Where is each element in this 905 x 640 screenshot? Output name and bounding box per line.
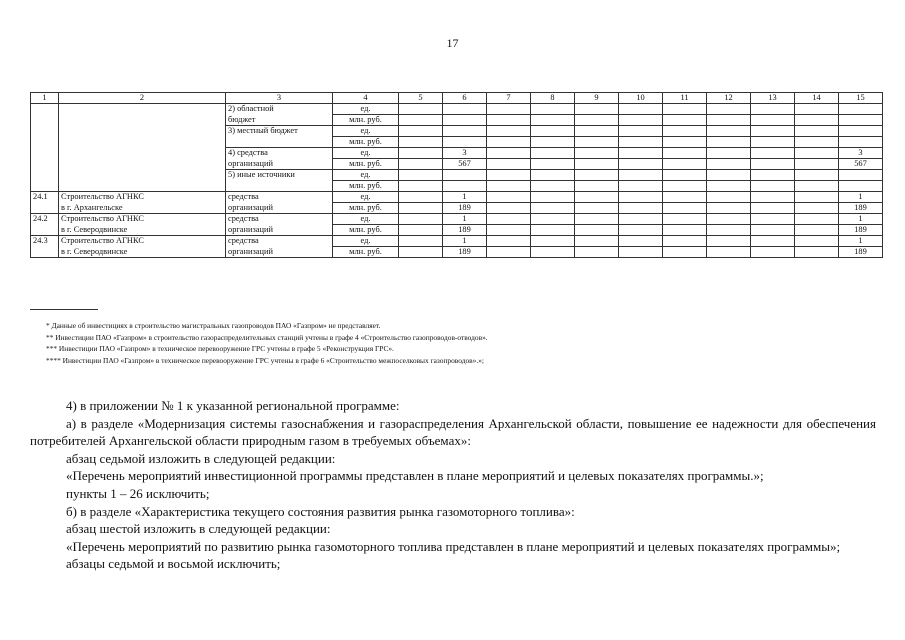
table-cell-value [707,126,751,137]
table-cell-value [751,148,795,159]
table-cell-value: 1 [443,236,487,247]
table-cell-value [487,104,531,115]
table-cell-value [399,137,443,148]
investment-table [30,92,883,258]
table-cell-name: Строительство АГНКС [59,192,226,203]
paragraph: б) в разделе «Характеристика текущего состояния развития рынка газомоторного топлива»: [66,503,575,519]
column-header: 3 [226,93,333,104]
column-header: 4 [333,93,399,104]
table-cell-value [399,126,443,137]
table-cell-number: 24.2 [31,214,59,236]
column-header: 11 [663,93,707,104]
table-cell-value: 1 [839,214,883,225]
paragraph: «Перечень мероприятий инвестиционной программы представлен в плане мероприятий и целевых показателях программы.»; [66,468,764,484]
table-row [31,225,883,236]
paragraph: 4) в приложении № 1 к указанной региональной программе: [66,398,400,413]
table-cell-value: 567 [443,159,487,170]
table-cell-value [619,192,663,203]
table-cell-value [399,225,443,236]
table-cell-value [663,137,707,148]
table-cell-value [751,203,795,214]
column-header: 2 [59,93,226,104]
table-cell-value [751,137,795,148]
table-cell-value [663,126,707,137]
table-cell-value [839,126,883,137]
column-header: 1 [31,93,59,104]
table-cell-value [399,159,443,170]
table-cell-source: организаций [226,247,333,258]
table-cell-value [531,148,575,159]
table-cell-value [399,148,443,159]
table-cell-value [575,170,619,181]
table-cell-value [795,181,839,192]
table-cell-unit: ед. [333,126,399,137]
table-cell-value [487,214,531,225]
table-row [31,236,883,247]
table-cell-value [399,192,443,203]
table-cell-source: средства [226,214,333,225]
table-cell-value [707,181,751,192]
table-cell-value [399,181,443,192]
table-cell-value: 1 [839,236,883,247]
page-number: 17 [446,36,459,50]
table-cell-value [575,159,619,170]
table-cell-value [619,115,663,126]
table-cell-value [531,115,575,126]
table-row [31,203,883,214]
table-cell-value: 1 [839,192,883,203]
table-cell-value [795,236,839,247]
table-cell-value [487,115,531,126]
table-cell-value [795,225,839,236]
table-cell-value [795,192,839,203]
table-cell-source: 3) местный бюджет [226,126,333,137]
table-cell-value [619,203,663,214]
table-cell-value [707,203,751,214]
table-cell-value [619,104,663,115]
table-cell-value [443,181,487,192]
table-cell-unit: млн. руб. [333,181,399,192]
table-cell-value [575,137,619,148]
table-cell-unit: млн. руб. [333,115,399,126]
table-cell-value: 1 [443,214,487,225]
table-row [31,104,883,115]
table-cell-value: 189 [443,225,487,236]
table-cell-value [839,181,883,192]
table-cell-value [707,225,751,236]
table-cell-value [531,203,575,214]
table-cell-value [839,170,883,181]
table-cell-value [619,170,663,181]
table-cell-value [707,148,751,159]
table-cell-value [443,137,487,148]
table-cell-value [619,148,663,159]
table-cell-value [399,170,443,181]
table-cell-value [487,203,531,214]
table-cell-value [575,225,619,236]
table-cell-value: 1 [443,192,487,203]
table-cell-value [663,236,707,247]
table-cell-source: организаций [226,225,333,236]
table-cell-value [795,104,839,115]
table-cell-number [31,104,59,192]
table-row [31,192,883,203]
table-cell-value [575,104,619,115]
table-cell-value [619,214,663,225]
table-cell-name: в г. Архангельске [59,203,226,214]
table-cell-value [751,181,795,192]
table-cell-source: организаций [226,159,333,170]
table-cell-value [531,225,575,236]
table-cell-value [619,236,663,247]
table-cell-value [619,137,663,148]
table-cell-source: 2) областной [226,104,333,115]
table-cell-value [707,236,751,247]
table-cell-value [663,225,707,236]
footnotes [46,320,876,366]
table-cell-value [531,126,575,137]
table-cell-value [839,137,883,148]
table-cell-value [795,170,839,181]
table-cell-source: 4) средства [226,148,333,159]
table-cell-value: 189 [839,203,883,214]
table-cell-value [575,214,619,225]
footnote: *** Инвестиции ПАО «Газпром» в техническое перевооружение ГРС учтены в графе 5 «Реконструкция ГРС». [46,344,394,354]
table-cell-value [399,214,443,225]
table-cell-unit: млн. руб. [333,225,399,236]
column-header: 15 [839,93,883,104]
table-cell-unit: ед. [333,236,399,247]
table-cell-value [795,137,839,148]
table-cell-value [443,170,487,181]
table-cell-value [795,115,839,126]
table-cell-value [751,192,795,203]
table-cell-value [663,148,707,159]
table-cell-value [663,214,707,225]
table-cell-value [531,137,575,148]
column-header: 12 [707,93,751,104]
table-cell-value [531,159,575,170]
table-cell-value [399,236,443,247]
table-cell-value [575,115,619,126]
table-cell-value [531,192,575,203]
table-cell-value [839,115,883,126]
paragraph: абзацы седьмой и восьмой исключить; [66,556,281,572]
table-cell-value [663,247,707,258]
table-cell-value [663,104,707,115]
column-header: 8 [531,93,575,104]
table-cell-value: 3 [839,148,883,159]
table-cell-name: в г. Северодвинске [59,247,226,258]
table-cell-value [663,192,707,203]
footnote: * Данные об инвестициях в строительство магистральных газопроводов ПАО «Газпром» не представляет. [46,321,381,330]
paragraph: а) в разделе «Модернизация системы газоснабжения и газораспределения Архангельской области, повышение ее надежности для обеспечения потребителей Архангельской области природным газом в требуемых объемах»: [30,415,876,449]
table-cell-name: Строительство АГНКС [59,236,226,247]
table-cell-number: 24.3 [31,236,59,258]
table-cell-unit: млн. руб. [333,137,399,148]
table-cell-value: 567 [839,159,883,170]
table-cell-unit: ед. [333,192,399,203]
column-header: 5 [399,93,443,104]
table-cell-value [531,170,575,181]
table-cell-value [399,203,443,214]
table-cell-value [795,159,839,170]
table-cell-value: 189 [443,203,487,214]
table-cell-value [487,225,531,236]
footnote-divider [30,309,98,310]
table-cell-value [487,148,531,159]
table-cell-value [751,104,795,115]
table-cell-value [707,104,751,115]
table-cell-value [795,203,839,214]
table-cell-value [575,247,619,258]
paragraph: пункты 1 – 26 исключить; [66,485,210,501]
table-cell-value [751,236,795,247]
table-cell-unit: ед. [333,148,399,159]
table-cell-value [399,115,443,126]
table-cell-value [707,115,751,126]
table-row [31,247,883,258]
table-cell-value [487,247,531,258]
table-cell-unit: млн. руб. [333,203,399,214]
column-header: 13 [751,93,795,104]
column-header: 7 [487,93,531,104]
table-cell-value [619,225,663,236]
table-cell-value [487,126,531,137]
table-cell-value [575,203,619,214]
table-cell-value [707,170,751,181]
table-cell-unit: ед. [333,104,399,115]
table-cell-value [795,247,839,258]
table-cell-source: бюджет [226,115,333,126]
table-cell-value [443,115,487,126]
column-header: 14 [795,93,839,104]
table-cell-value [663,115,707,126]
table-cell-value [575,181,619,192]
table-cell-value [443,104,487,115]
table-cell-value [399,247,443,258]
table-cell-value [531,214,575,225]
table-cell-value [663,170,707,181]
table-cell-value [487,170,531,181]
table-cell-value [531,181,575,192]
table-cell-value [531,236,575,247]
table-cell-unit: млн. руб. [333,159,399,170]
column-header: 10 [619,93,663,104]
table-cell-value [707,159,751,170]
table-cell-value [751,170,795,181]
table-cell-value [663,159,707,170]
table-cell-value: 189 [839,247,883,258]
table-cell-value [531,104,575,115]
table-cell-source [226,181,333,192]
paragraph: «Перечень мероприятий по развитию рынка газомоторного топлива представлен в плане мероприятий и целевых показателях программы»; [66,538,841,554]
table-row [31,214,883,225]
footnote: **** Инвестиции ПАО «Газпром» в техническое перевооружение ГРС учтены в графе 6 «Строительство межпоселковых газопроводов».»; [46,355,484,365]
table-cell-value [707,192,751,203]
table-cell-value [663,203,707,214]
table-cell-source: организаций [226,203,333,214]
table-header-row [31,93,883,104]
table-cell-value [795,126,839,137]
table-cell-value [575,192,619,203]
table-cell-value [707,214,751,225]
table-cell-unit: млн. руб. [333,247,399,258]
table-cell-source: 5) иные источники [226,170,333,181]
table-cell-value [663,181,707,192]
table-cell-value [751,115,795,126]
table-cell-value [751,214,795,225]
document-body [30,397,876,573]
table-cell-source: средства [226,236,333,247]
table-cell-unit: ед. [333,170,399,181]
table-cell-value [619,181,663,192]
table-cell-value [839,104,883,115]
table-cell-value [531,247,575,258]
paragraph: абзац седьмой изложить в следующей редакции: [66,450,336,466]
table-cell-value [619,126,663,137]
table-cell-source [226,137,333,148]
table-cell-name: Строительство АГНКС [59,214,226,225]
column-header: 6 [443,93,487,104]
column-header: 9 [575,93,619,104]
table-cell-value [619,247,663,258]
table-cell-value [795,214,839,225]
table-cell-value [751,225,795,236]
table-cell-source: средства [226,192,333,203]
table-cell-value [751,159,795,170]
table-cell-name: в г. Северодвинске [59,225,226,236]
table-cell-value [575,126,619,137]
table-cell-value [795,148,839,159]
table-cell-unit: ед. [333,214,399,225]
table-cell-value: 189 [443,247,487,258]
table-cell-value [619,159,663,170]
table-cell-value [443,126,487,137]
footnote: ** Инвестиции ПАО «Газпром» в строительство газораспределительных станций учтены в графе 4 «Строительство газопроводов-отводов». [46,332,488,342]
table-cell-value: 3 [443,148,487,159]
table-cell-value [707,137,751,148]
table-cell-value [707,247,751,258]
table-cell-value [487,236,531,247]
paragraph: абзац шестой изложить в следующей редакции: [66,521,331,537]
table-cell-value [751,247,795,258]
table-cell-value [751,126,795,137]
table-cell-value [487,137,531,148]
table-cell-number: 24.1 [31,192,59,214]
table-cell-value [487,181,531,192]
table-cell-value [399,104,443,115]
table-cell-value: 189 [839,225,883,236]
table-cell-value [487,159,531,170]
table-cell-name [59,104,226,192]
table-cell-value [575,148,619,159]
table-cell-value [575,236,619,247]
table-cell-value [487,192,531,203]
